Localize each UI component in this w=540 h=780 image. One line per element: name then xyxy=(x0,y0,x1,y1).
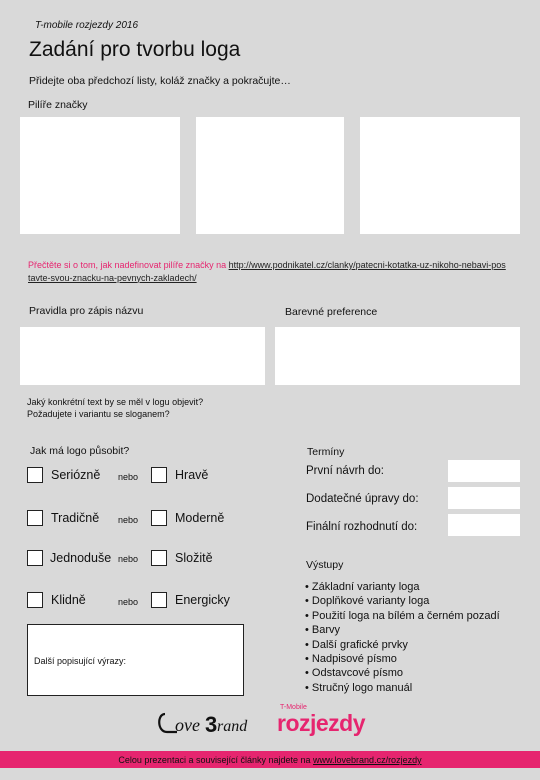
question-text: Jaký konkrétní text by se měl v logu objevit? xyxy=(27,397,204,407)
lovebrand-logo-graphic xyxy=(155,708,255,738)
deadline-revisions-input[interactable] xyxy=(448,487,520,509)
option-playful: Hravě xyxy=(175,468,209,482)
list-item: • Stručný logo manuál xyxy=(305,681,500,695)
list-item: • Odstavcové písmo xyxy=(305,666,500,680)
pillar-box-3[interactable] xyxy=(360,117,520,234)
list-item: • Základní varianty loga xyxy=(305,580,500,594)
or-label: nebo xyxy=(118,515,139,525)
colors-heading: Barevné preference xyxy=(285,306,378,318)
naming-questions xyxy=(27,396,203,420)
or-label: nebo xyxy=(118,597,139,607)
tmobile-small-label: T-Mobile xyxy=(280,704,307,711)
lovebrand-logo xyxy=(155,708,255,738)
rozjezdy-wordmark: rozjezdy xyxy=(277,710,366,736)
checkbox-playful[interactable] xyxy=(151,467,167,483)
pillar-box-1[interactable] xyxy=(20,117,180,234)
list-item: • Doplňkové varianty loga xyxy=(305,594,500,608)
option-energetic: Energicky xyxy=(175,593,230,607)
pillar-box-2[interactable] xyxy=(196,117,344,234)
deadline-revisions-label: Dodatečné úpravy do: xyxy=(306,493,419,505)
checkbox-modern[interactable] xyxy=(151,510,167,526)
pillars-heading: Pilíře značky xyxy=(28,99,88,111)
footer-link[interactable]: www.lovebrand.cz/rozjezdy xyxy=(313,755,422,765)
series-label: T-mobile rozjezdy 2016 xyxy=(35,20,139,31)
page-subtitle: Přidejte oba předchozí listy, koláž značky a pokračujte… xyxy=(29,75,291,87)
option-complex: Složitě xyxy=(175,551,213,565)
checkbox-calm[interactable] xyxy=(27,592,43,608)
svg-text:3: 3 xyxy=(205,712,218,737)
svg-text:rand: rand xyxy=(217,718,248,735)
option-modern: Moderně xyxy=(175,511,225,525)
outputs-list xyxy=(305,580,500,695)
other-descriptors-label: Další popisující výrazy: xyxy=(34,656,127,666)
deadline-final-input[interactable] xyxy=(448,514,520,536)
checkbox-serious[interactable] xyxy=(27,467,43,483)
pillars-note-link[interactable]: http://www.podnikatel.cz/clanky/patecni-kotatka-uz-nikoho-nebavi-postavte-svou-znacku-na-pevnych-zakladech/ xyxy=(28,260,506,283)
pillars-note xyxy=(28,259,508,284)
list-item: • Další grafické prvky xyxy=(305,638,500,652)
or-label: nebo xyxy=(118,472,139,482)
other-descriptors-box[interactable] xyxy=(27,624,244,696)
deadline-first-label: První návrh do: xyxy=(306,465,384,477)
naming-heading: Pravidla pro zápis názvu xyxy=(29,305,144,317)
svg-text:ove: ove xyxy=(175,715,200,735)
colors-box[interactable] xyxy=(275,327,520,385)
deadlines-heading: Termíny xyxy=(307,446,345,458)
checkbox-traditional[interactable] xyxy=(27,510,43,526)
impression-heading: Jak má logo působit? xyxy=(30,445,130,457)
footer-text xyxy=(0,755,540,765)
option-calm: Klidně xyxy=(51,593,86,607)
checkbox-complex[interactable] xyxy=(151,550,167,566)
list-item: • Nadpisové písmo xyxy=(305,652,500,666)
page-title: Zadání pro tvorbu loga xyxy=(29,38,241,61)
deadline-final-label: Finální rozhodnutí do: xyxy=(306,521,418,533)
option-simple: Jednoduše xyxy=(50,551,112,565)
or-label: nebo xyxy=(118,554,139,564)
footer-prefix: Celou prezentaci a související články najdete na xyxy=(118,755,314,765)
list-item: • Barvy xyxy=(305,623,500,637)
checkbox-energetic[interactable] xyxy=(151,592,167,608)
option-traditional: Tradičně xyxy=(51,511,100,525)
option-serious: Seriózně xyxy=(51,468,101,482)
checkbox-simple[interactable] xyxy=(27,550,43,566)
pillars-note-text: Přečtěte si o tom, jak nadefinovat pilíře značky na xyxy=(28,260,229,270)
outputs-heading: Výstupy xyxy=(306,559,344,571)
deadline-first-input[interactable] xyxy=(448,460,520,482)
naming-box[interactable] xyxy=(20,327,265,385)
rozjezdy-logo xyxy=(275,704,380,738)
slogan-question: Požadujete i variantu se sloganem? xyxy=(27,409,170,419)
list-item: • Použití loga na bílém a černém pozadí xyxy=(305,609,500,623)
